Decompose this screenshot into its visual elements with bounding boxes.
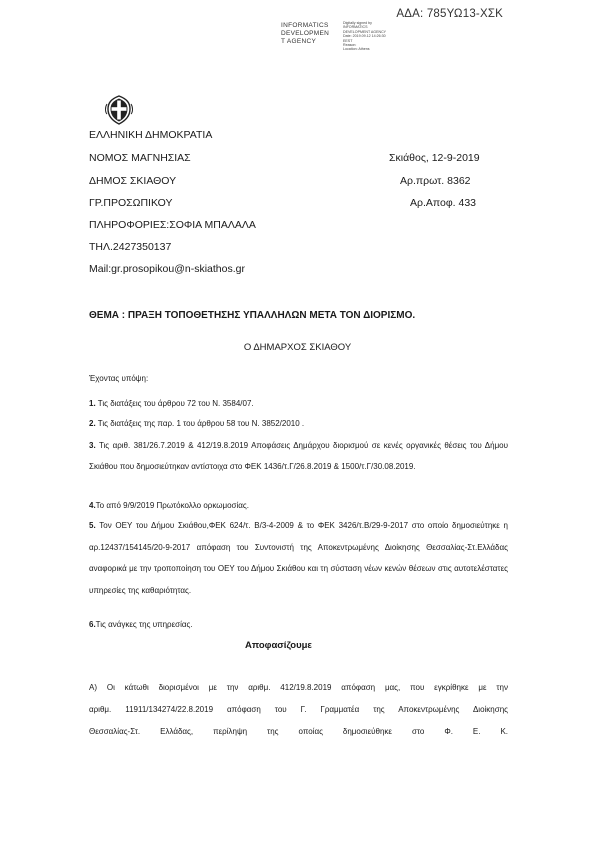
municipality-name: ΔΗΜΟΣ ΣΚΙΑΘΟΥ <box>89 175 177 187</box>
mayor-heading: Ο ΔΗΜΑΡΧΟΣ ΣΚΙΑΘΟΥ <box>243 342 352 353</box>
subject-line: ΘΕΜΑ : ΠΡΑΞΗ ΤΟΠΟΘΕΤΗΣΗΣ ΥΠΑΛΛΗΛΩΝ ΜΕΤΑ ΤΟΝ ΔΙΟΡΙΣΜΟ. <box>89 310 416 321</box>
protocol-number: Αρ.πρωτ. 8362 <box>400 175 471 187</box>
email-address: Mail:gr.prosopikou@n-skiathos.gr <box>89 263 245 275</box>
list-item: 2. Τις διατάξεις της παρ. 1 του άρθρου 58 του Ν. 3852/2010 . <box>89 419 305 428</box>
list-item: 4.Το από 9/9/2019 Πρωτόκολλο ορκωμοσίας. <box>89 501 249 510</box>
digital-signature-stamp: Digitally signed by INFORMATICS DEVELOPMENT AGENCY Date: 2019.09.12 14:26:30 EEST Reason: Location: Athens <box>343 21 387 52</box>
list-item: 5. Τον ΟΕΥ του Δήμου Σκιάθου,ΦΕΚ 624/τ. Β/3-4-2009 & το ΦΕΚ 3426/τ.Β/29-9-2017 στο οποίο δημοσιεύτηκε η αρ.12437/154145/20-9-2017 απόφαση του Συντονιστή της Αποκεντρωμένης Διοίκησης Θεσσαλίας-Στ.Ελλάδας αναφορικά με την τροποποίηση του ΟΕΥ του Δήμου Σκιάθου και τη σύσταση νέων κενών θέσεων στις αυτοτελέστατες υπηρεσίες της καθαριότητας. <box>89 521 508 595</box>
place-date: Σκιάθος, 12-9-2019 <box>389 152 480 164</box>
decision-paragraph-line: Θεσσαλίας-Στ. Ελλάδας, περίληψη της οποίας δημοσιεύθηκε στο Φ. Ε. Κ. <box>89 727 508 736</box>
considering-label: Έχοντας υπόψη: <box>89 374 149 383</box>
decision-paragraph-line: Α) Οι κάτωθι διορισμένοι με την αριθμ. 412/19.8.2019 απόφαση μας, που εγκρίθηκε με την <box>89 683 508 692</box>
list-item: 3. Τις αριθ. 381/26.7.2019 & 412/19.8.2019 Αποφάσεις Δημάρχου διορισμού σε κενές οργανικές θέσεις του Δήμου Σκιάθου που δημοσιεύτηκαν αντίστοιχα στο ΦΕΚ 1436/τ.Γ/26.8.2019 & 1500/τ.Γ/30.08.2019. <box>89 441 508 471</box>
list-item: 1. Τις διατάξεις του άρθρου 72 του Ν. 3584/07. <box>89 399 254 408</box>
office-name: ΓΡ.ΠΡΟΣΩΠΙΚΟΥ <box>89 197 173 209</box>
decision-paragraph-line: αριθμ. 11911/134274/22.8.2019 απόφαση του Γ. Γραμματέα της Αποκεντρωμένης Διοίκησης <box>89 705 508 714</box>
prefecture-name: ΝΟΜΟΣ ΜΑΓΝΗΣΙΑΣ <box>89 152 191 164</box>
decide-heading: Αποφασίζουμε <box>245 640 312 651</box>
list-item: 6.Τις ανάγκες της υπηρεσίας. <box>89 620 193 629</box>
greek-coat-of-arms-icon <box>104 95 134 125</box>
contact-person: ΠΛΗΡΟΦΟΡΙΕΣ:ΣΟΦΙΑ ΜΠΑΛΑΛΑ <box>89 219 256 231</box>
country-name: ΕΛΛΗΝΙΚΗ ΔΗΜΟΚΡΑΤΙΑ <box>89 129 213 141</box>
phone-number: ΤΗΛ.2427350137 <box>89 241 172 253</box>
agency-name-english: INFORMATICS DEVELOPMEN T AGENCY <box>281 22 330 45</box>
decision-number: Αρ.Αποφ. 433 <box>410 197 476 209</box>
ada-code: ΑΔΑ: 785ΥΩ13-ΧΣΚ <box>396 8 503 20</box>
